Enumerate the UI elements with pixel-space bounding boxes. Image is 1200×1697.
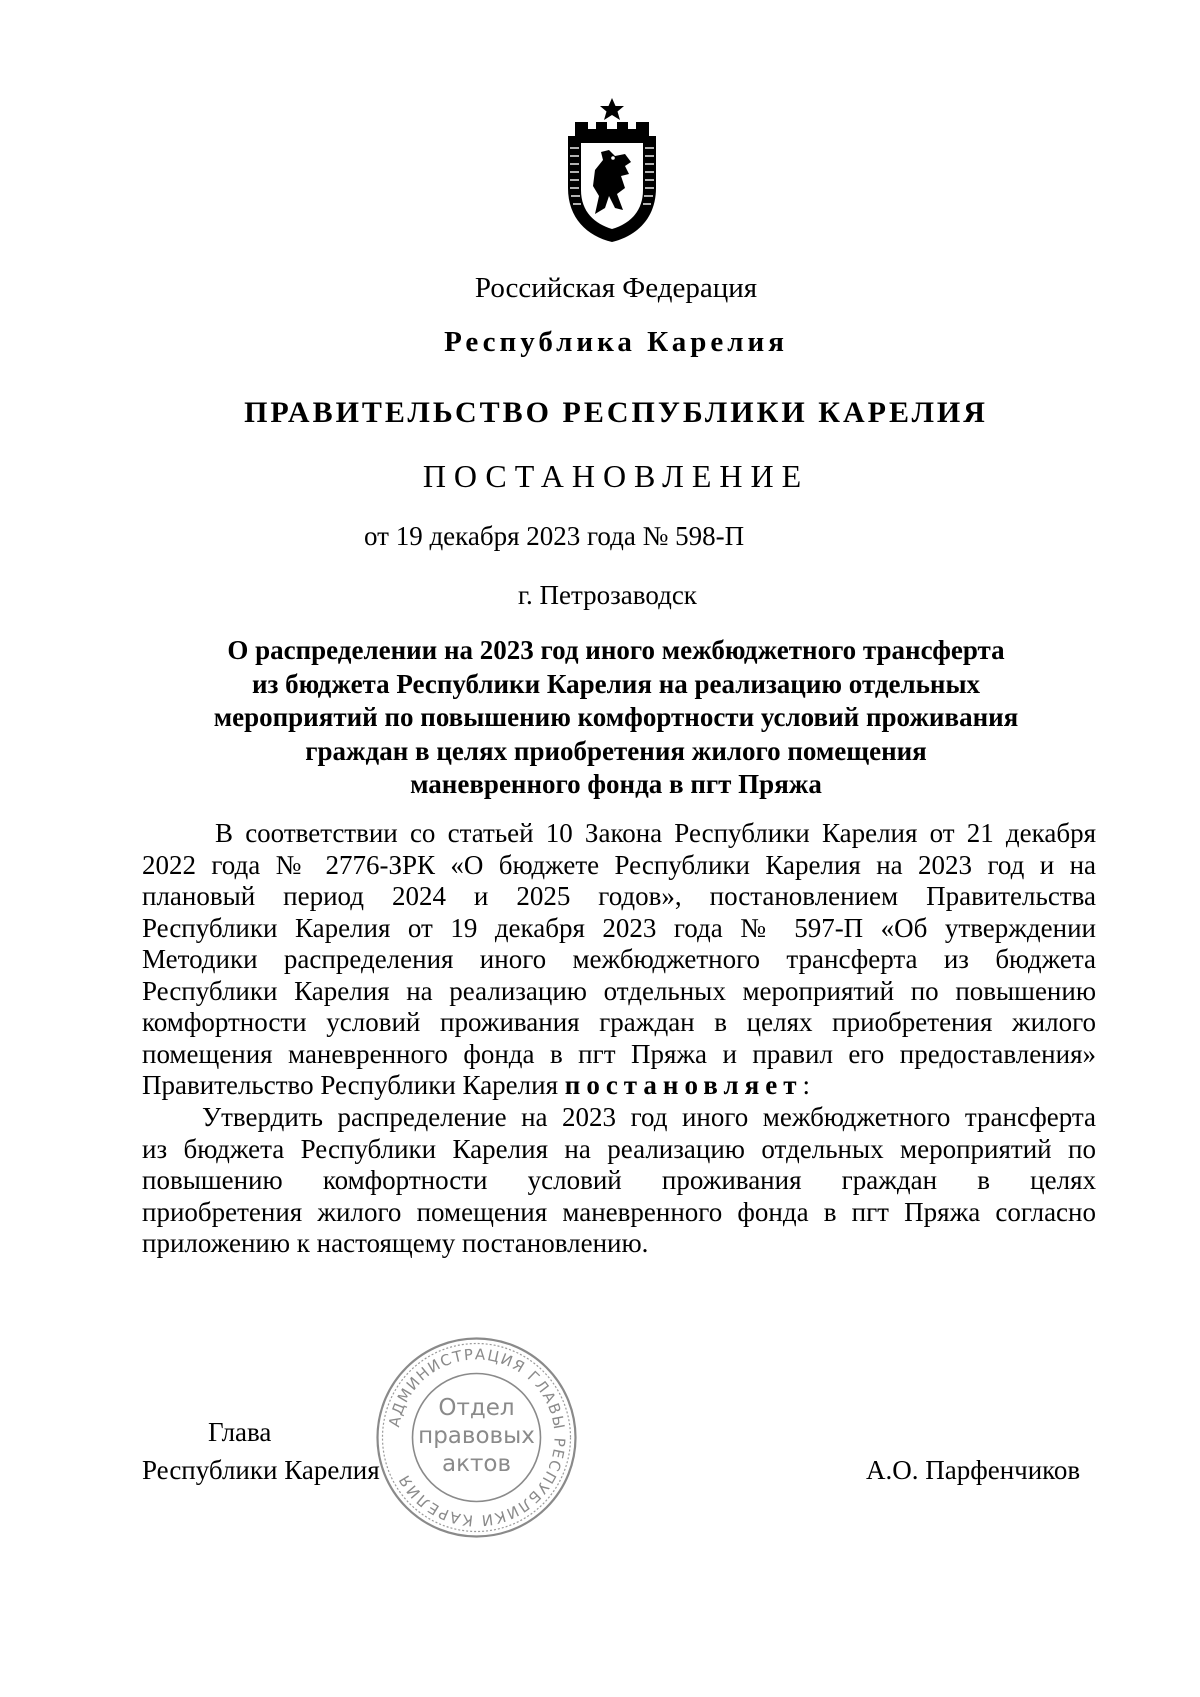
stamp-inner-line: Отдел xyxy=(438,1395,515,1421)
decree-title-line: из бюджета Республики Карелия на реализацию отдельных xyxy=(251,668,981,699)
document-type: ПОСТАНОВЛЕНИЕ xyxy=(422,458,810,494)
paragraph-line: повышению комфортности условий проживания граждан в целях xyxy=(142,1165,1096,1195)
resolution-paragraph xyxy=(142,1102,1096,1260)
paragraph-line: приобретения жилого помещения маневренного фонда в пгт Пряжа согласно xyxy=(142,1196,1096,1227)
paragraph-line: из бюджета Республики Карелия на реализацию отдельных мероприятий по xyxy=(142,1133,1096,1164)
paragraph-line: 2022 года № 2776-ЗРК «О бюджете Республики Карелия на 2023 год и на xyxy=(142,849,1096,880)
stamp-inner-line: актов xyxy=(441,1451,512,1477)
paragraph-line: плановый период 2024 и 2025 годов», постановлением Правительства xyxy=(142,881,1096,911)
official-stamp xyxy=(374,1335,579,1540)
paragraph-line: Методики распределения иного межбюджетного трансферта из бюджета xyxy=(142,944,1096,974)
government-name: ПРАВИТЕЛЬСТВО РЕСПУБЛИКИ КАРЕЛИЯ xyxy=(244,396,988,429)
city-name: г. Петрозаводск xyxy=(518,580,697,610)
decree-title-line: мероприятий по повышению комфортности условий проживания xyxy=(213,702,1019,732)
resolves-word: постановляет xyxy=(564,1070,803,1100)
paragraph-line: комфортности условий проживания граждан в целях приобретения жилого xyxy=(142,1007,1096,1037)
stamp-outer-text: АДМИНИСТРАЦИЯ ГЛАВЫ РЕСПУБЛИКИ КАРЕЛИЯ xyxy=(385,1345,569,1530)
paragraph-text: Правительство Республики Карелия xyxy=(142,1070,565,1100)
decree-title xyxy=(0,634,1200,802)
paragraph-line: помещения маневренного фонда в пгт Пряжа и правил его предоставления» xyxy=(142,1038,1096,1069)
republic-name: Республика Карелия xyxy=(444,326,788,358)
decree-title-line: маневренного фонда в пгт Пряжа xyxy=(410,769,822,799)
stamp-inner-line: правовых xyxy=(418,1423,535,1449)
paragraph-line: В соответствии со статьей 10 Закона Республики Карелия от 21 декабря xyxy=(215,818,1096,848)
signatory-name: А.О. Парфенчиков xyxy=(866,1455,1081,1485)
paragraph-line xyxy=(142,1070,1096,1102)
karelia-coat-of-arms-icon xyxy=(559,96,665,244)
paragraph-line: Утвердить распределение на 2023 год иного межбюджетного трансферта xyxy=(202,1102,1096,1132)
paragraph-line: Республики Карелия от 19 декабря 2023 года № 597-П «Об утверждении xyxy=(142,912,1096,943)
signatory-title-line2: Республики Карелия xyxy=(142,1455,380,1485)
signatory-title-line1: Глава xyxy=(208,1417,272,1447)
paragraph-line: Республики Карелия на реализацию отдельных мероприятий по повышению xyxy=(142,975,1096,1006)
country-name: Российская Федерация xyxy=(474,272,758,304)
decree-date-number: от 19 декабря 2023 года № 598-П xyxy=(364,521,745,551)
decree-title-line: О распределении на 2023 год иного межбюджетного трансферта xyxy=(227,635,1005,665)
preamble-paragraph xyxy=(142,818,1096,1102)
paragraph-line: приложению к настоящему постановлению. xyxy=(142,1228,649,1258)
paragraph-colon: : xyxy=(802,1070,811,1100)
decree-title-line: граждан в целях приобретения жилого помещения xyxy=(305,735,927,766)
